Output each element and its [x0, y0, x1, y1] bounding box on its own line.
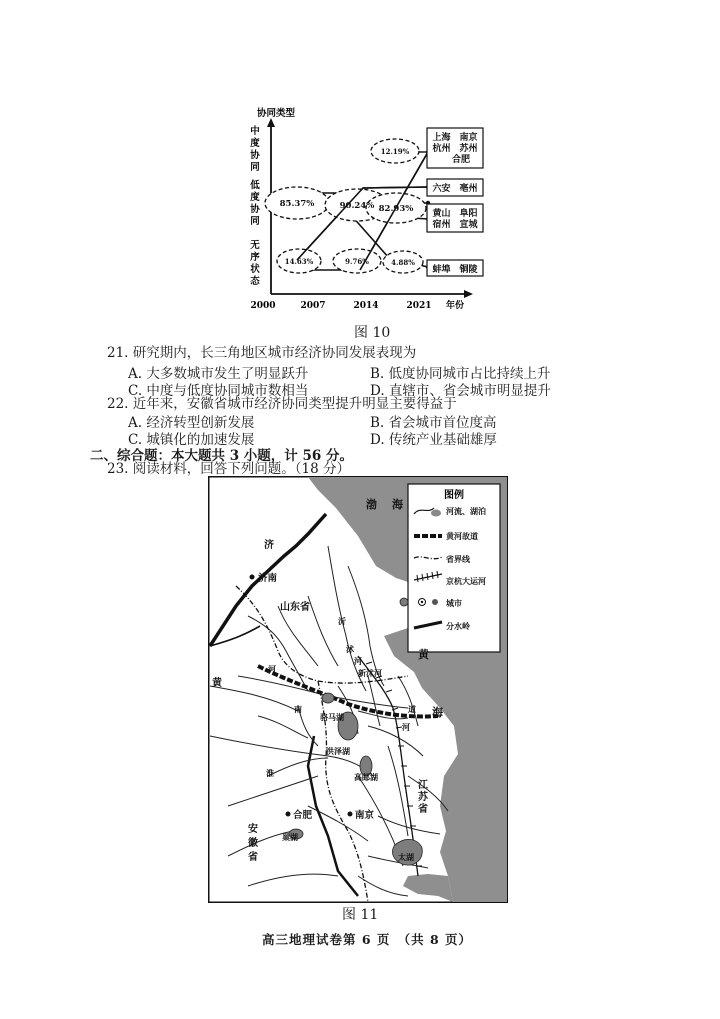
- figure-10-chart: [235, 100, 515, 315]
- x-axis-arrow: [464, 290, 473, 298]
- section-2-heading: 二、综合题：本大题共 3 小题，计 56 分。: [90, 448, 353, 464]
- luoma-lake: [322, 693, 334, 703]
- province-anhui-2: 徽: [248, 838, 258, 849]
- y-cat-mid-2: 度: [250, 138, 260, 149]
- pct-none-2007: 9.76%: [345, 257, 369, 266]
- river-label-dao: 道: [408, 704, 416, 714]
- legend-lake-symbol: [431, 510, 441, 517]
- y-cat-mid-3: 协: [250, 150, 260, 161]
- q22-option-b[interactable]: B. 省会城市首位度高: [370, 415, 497, 431]
- y-cat-low-2: 度: [250, 192, 260, 203]
- legend-old-yellow: 黄河故道: [446, 531, 478, 541]
- q22-option-a[interactable]: A. 经济转型创新发展: [128, 415, 255, 431]
- pct-none-2000: 14.63%: [284, 257, 314, 266]
- sea-huang-1: 黄: [418, 648, 429, 661]
- q21-option-d[interactable]: D. 直辖市、省会城市明显提升: [370, 383, 551, 399]
- sea-bohai-2: 海: [392, 498, 403, 511]
- box-low2-line2: 宿州 宣城: [432, 220, 478, 230]
- y-cat-low-3: 协: [250, 204, 260, 215]
- river-label-yi: 沂: [338, 616, 346, 626]
- q22-option-c[interactable]: C. 城镇化的加速发展: [128, 432, 255, 448]
- river-label-he3: 河: [402, 722, 410, 732]
- province-anhui-3: 省: [248, 852, 258, 863]
- figure-11-caption: 图 11: [342, 907, 379, 923]
- province-jiangsu-2: 苏: [418, 792, 428, 803]
- province-shandong: 山东省: [280, 602, 310, 613]
- legend-city-symbol-2: [432, 599, 438, 605]
- legend-title: 图例: [444, 490, 464, 501]
- river-huang-label: 黄: [212, 678, 222, 689]
- q23-stem: 23. 阅读材料，回答下列问题。（18 分）: [107, 461, 350, 477]
- river-label-he2: 河: [268, 664, 276, 674]
- river-ji-label: 济: [264, 540, 274, 551]
- city-nanjing: 南京: [355, 810, 375, 821]
- y-cat-low-1: 低: [250, 180, 260, 191]
- city-jinan: 济南: [258, 573, 278, 584]
- y-cat-mid-1: 中: [250, 126, 260, 137]
- lake-label-luoma: 骆马湖: [320, 712, 344, 722]
- box-mid-line1: 上海 南京: [432, 133, 478, 143]
- city-jinan-dot: [250, 575, 255, 580]
- province-jiangsu-3: 省: [418, 804, 428, 815]
- x-tick-2000: 2000: [250, 301, 276, 311]
- sea-bohai-1: 渤: [366, 498, 377, 511]
- pct-none-2014: 4.88%: [391, 258, 415, 267]
- q21-option-c[interactable]: C. 中度与低度协同城市数相当: [128, 383, 309, 399]
- q21-option-a[interactable]: A. 大多数城市发生了明显跃升: [128, 366, 309, 382]
- legend-divide: 分水岭: [446, 621, 470, 631]
- x-tick-2014: 2014: [353, 301, 379, 311]
- x-tick-2021: 2021: [406, 301, 432, 311]
- province-jiangsu-1: 江: [418, 780, 428, 791]
- pct-low-2000: 85.37%: [279, 199, 315, 209]
- pct-low-2014: 82.93%: [378, 204, 414, 214]
- legend-river: 河流、湖泊: [446, 506, 486, 516]
- box-mid-line3: 合肥: [451, 155, 471, 165]
- page-footer: 高三地理试卷第 6 页 （共 8 页）: [262, 932, 473, 947]
- province-anhui-1: 安: [248, 824, 258, 835]
- figure-11-map: [208, 476, 508, 903]
- y-axis-title: 协同类型: [257, 108, 296, 119]
- y-cat-none-4: 态: [250, 276, 260, 287]
- box-low2-line1: 黄山 阜阳: [432, 209, 478, 219]
- y-cat-none-2: 序: [250, 252, 260, 263]
- y-axis-arrow: [267, 118, 275, 127]
- legend-canal: 京杭大运河: [446, 576, 486, 586]
- river-label-nan: 南: [294, 704, 302, 714]
- y-cat-low-4: 同: [250, 216, 260, 227]
- y-cat-none-3: 状: [250, 264, 260, 275]
- x-tick-2007: 2007: [300, 301, 326, 311]
- lake-label-tai: 太湖: [398, 852, 414, 862]
- city-nanjing-dot: [348, 812, 353, 817]
- q22-option-d[interactable]: D. 传统产业基础雄厚: [370, 432, 497, 448]
- lake-label-hongze: 洪泽湖: [326, 746, 350, 756]
- river-label-huai: 淮: [266, 768, 274, 778]
- river-label-shu: 沭: [346, 644, 354, 654]
- sea-huang-2: 海: [432, 706, 443, 719]
- y-cat-none-1: 无: [250, 240, 260, 251]
- small-lake: [400, 598, 408, 606]
- y-cat-mid-4: 同: [250, 162, 260, 173]
- box-none-text: 蚌埠 铜陵: [432, 265, 478, 275]
- q21-stem: 21. 研究期内，长三角地区城市经济协同发展表现为: [107, 345, 417, 361]
- q21-option-b[interactable]: B. 低度协同城市占比持续上升: [370, 366, 551, 382]
- figure-10-caption: 图 10: [354, 325, 391, 341]
- q22-stem: 22. 近年来，安徽省城市经济协同类型提升明显主要得益于: [107, 396, 457, 412]
- legend-city: 城市: [446, 598, 462, 608]
- city-hefei-dot: [286, 812, 291, 817]
- lake-label-gaoyou: 高邮湖: [354, 772, 378, 782]
- box-low1-text: 六安 亳州: [432, 184, 478, 194]
- lake-label-chao: 巢湖: [282, 832, 298, 842]
- legend-border: 省界线: [446, 554, 470, 564]
- x-axis-label: 年份: [445, 301, 465, 311]
- box-mid-line2: 杭州 苏州: [432, 144, 478, 154]
- pct-low-2007: 90.24%: [339, 201, 375, 211]
- city-hefei: 合肥: [293, 810, 313, 821]
- river-label-xinshu: 新沭河: [358, 668, 382, 678]
- river-label-he1: 河: [354, 656, 362, 666]
- pct-mid: 12.19%: [380, 147, 410, 156]
